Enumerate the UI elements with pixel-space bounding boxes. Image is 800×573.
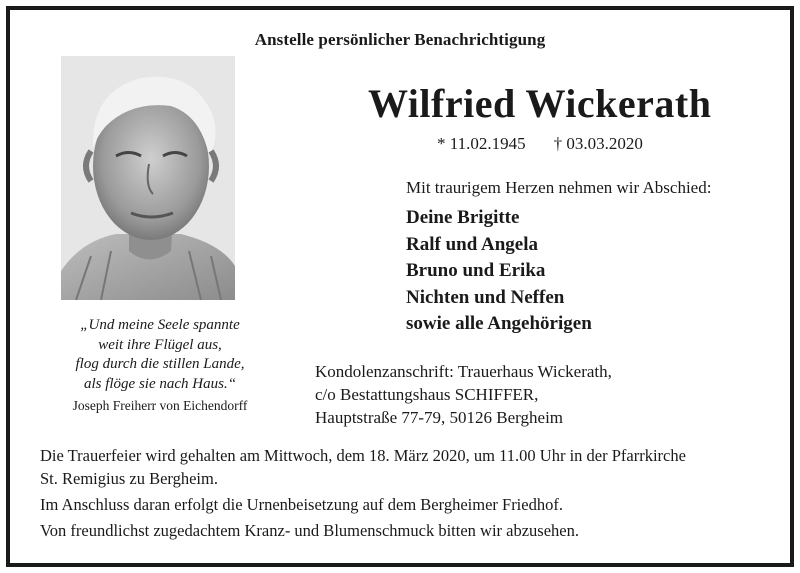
address-line: Kondolenzanschrift: Trauerhaus Wickerath,: [315, 362, 612, 381]
portrait-photo: [61, 56, 235, 300]
quote-line: flog durch die stillen Lande,: [75, 356, 245, 372]
address-line: c/o Bestattungshaus SCHIFFER,: [315, 385, 539, 404]
notice-header: Anstelle persönlicher Benachrichtigung: [254, 30, 546, 49]
ceremony-text-line2: St. Remigius zu Bergheim.: [40, 469, 218, 488]
mourner-entry: Deine Brigitte: [406, 207, 520, 228]
flowers-text: Von freundlichst zugedachtem Kranz- und Blumenschmuck bitten wir abzusehen.: [40, 521, 579, 540]
deceased-name: Wilfried Wickerath: [368, 81, 712, 126]
mourner-entry: sowie alle Angehörigen: [406, 313, 592, 334]
birth-date: * 11.02.1945: [437, 134, 526, 153]
quote-line: „Und meine Seele spannte: [80, 317, 240, 333]
service-details: [40, 444, 686, 542]
address-line: Hauptstraße 77-79, 50126 Bergheim: [315, 408, 564, 427]
ceremony-text-line1: Die Trauerfeier wird gehalten am Mittwoch, dem 18. März 2020, um 11.00 Uhr in der Pfarrkirche: [40, 446, 686, 465]
quote-author: Joseph Freiherr von Eichendorff: [72, 398, 248, 413]
life-dates: [437, 134, 643, 154]
mourner-entry: Ralf und Angela: [406, 233, 538, 255]
condolence-address: [315, 360, 612, 429]
mourner-entry: Bruno und Erika: [406, 260, 546, 281]
death-date: † 03.03.2020: [553, 134, 643, 153]
quote-line: als flöge sie nach Haus.“: [83, 375, 237, 392]
burial-text: Im Anschluss daran erfolgt die Urnenbeisetzung auf dem Bergheimer Friedhof.: [40, 495, 563, 514]
mourners-list: [406, 205, 592, 338]
farewell-intro: Mit traurigem Herzen nehmen wir Abschied:: [406, 178, 712, 197]
mourner-entry: Nichten und Neffen: [406, 286, 565, 308]
portrait-icon: [61, 56, 235, 300]
poem-quote: [40, 316, 280, 394]
quote-line: weit ihre Flügel aus,: [98, 336, 222, 353]
